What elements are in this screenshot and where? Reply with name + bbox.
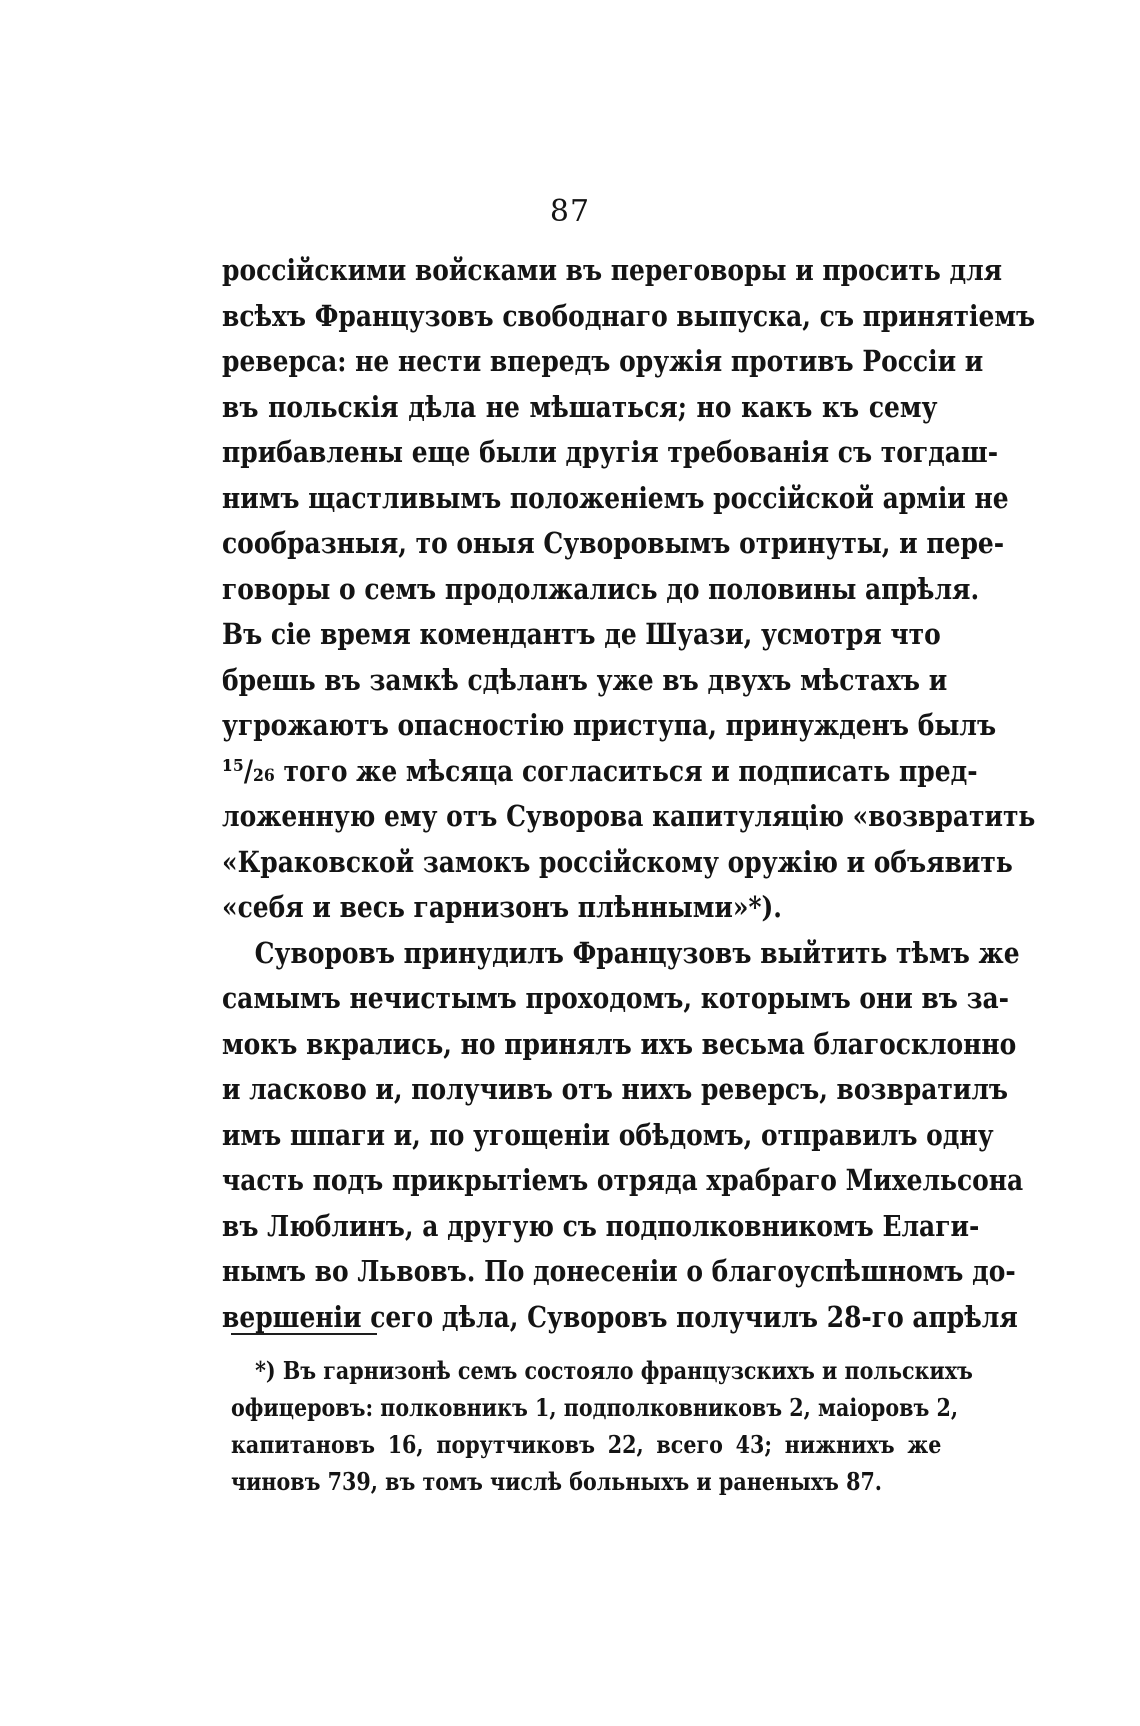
text-line: въ Люблинъ, а другую съ подполковникомъ Елаги- bbox=[222, 1208, 980, 1243]
text-line: нымъ во Львовъ. По донесеніи о благоуспѣшномъ до- bbox=[222, 1254, 1016, 1288]
text-line: вершеніи сего дѣла, Суворовъ получилъ 28-го апрѣля bbox=[222, 1299, 1018, 1334]
footnote-line: *) Въ гарнизонѣ семъ состояло французскихъ и польскихъ bbox=[255, 1356, 973, 1385]
text-line: самымъ нечистымъ проходомъ, которымъ они въ за- bbox=[222, 981, 1010, 1015]
text-line: часть подъ прикрытіемъ отряда храбраго Михельсона bbox=[222, 1163, 1024, 1197]
footnote-line: капитановъ 16, порутчиковъ 22, всего 43; нижнихъ же bbox=[231, 1430, 942, 1459]
text-line: говоры о семъ продолжались до половины апрѣля. bbox=[222, 571, 980, 606]
text-line: нимъ щастливымъ положеніемъ россійской арміи не bbox=[222, 480, 1009, 515]
text-line: Суворовъ принудилъ Французовъ выйтить тѣмъ же bbox=[254, 935, 1020, 970]
footnote-divider bbox=[231, 1333, 377, 1335]
footnote-line: офицеровъ: полковникъ 1, подполковниковъ 2, маіоровъ 2, bbox=[231, 1393, 959, 1422]
text-line: ложенную ему отъ Суворова капитуляцію «возвратить bbox=[222, 799, 1036, 833]
text-line: всѣхъ Французовъ свободнаго выпуска, съ принятіемъ bbox=[222, 298, 1036, 333]
text-line: реверса: не нести впередъ оружія противъ Россіи и bbox=[222, 344, 984, 378]
text-line: «Краковской замокъ россійскому оружію и объявить bbox=[222, 844, 1013, 879]
text-line: «себя и весь гарнизонъ плѣнными»*). bbox=[222, 890, 782, 924]
text-line: прибавлены еще были другія требованія съ тогдаш- bbox=[222, 435, 999, 469]
footnote bbox=[231, 1352, 973, 1500]
text-line: и ласково и, получивъ отъ нихъ реверсъ, возвратилъ bbox=[222, 1072, 1009, 1106]
text-line: Въ сіе время комендантъ де Шуази, усмотря что bbox=[222, 617, 941, 651]
text-line: въ польскія дѣла не мѣшаться; но какъ къ сему bbox=[222, 389, 938, 424]
footnote-line: чиновъ 739, въ томъ числѣ больныхъ и раненыхъ 87. bbox=[231, 1467, 882, 1496]
text-line: брешь въ замкѣ сдѣланъ уже въ двухъ мѣстахъ и bbox=[222, 662, 948, 697]
text-line: сообразныя, то оныя Суворовымъ отринуты, и пере- bbox=[222, 526, 1005, 560]
body-text bbox=[222, 248, 1036, 1340]
text-line: угрожаютъ опасностію приступа, принужденъ былъ bbox=[222, 708, 997, 742]
text-line: имъ шпаги и, по угощеніи обѣдомъ, отправилъ одну bbox=[222, 1117, 994, 1152]
text-line: россійскими войсками въ переговоры и просить для bbox=[222, 253, 1003, 287]
text-line: мокъ вкрались, но принялъ ихъ весьма благосклонно bbox=[222, 1026, 1017, 1061]
page-number: 87 bbox=[549, 194, 591, 229]
text-line: ¹⁵/₂₆ того же мѣсяца согласиться и подписать пред- bbox=[222, 753, 978, 788]
